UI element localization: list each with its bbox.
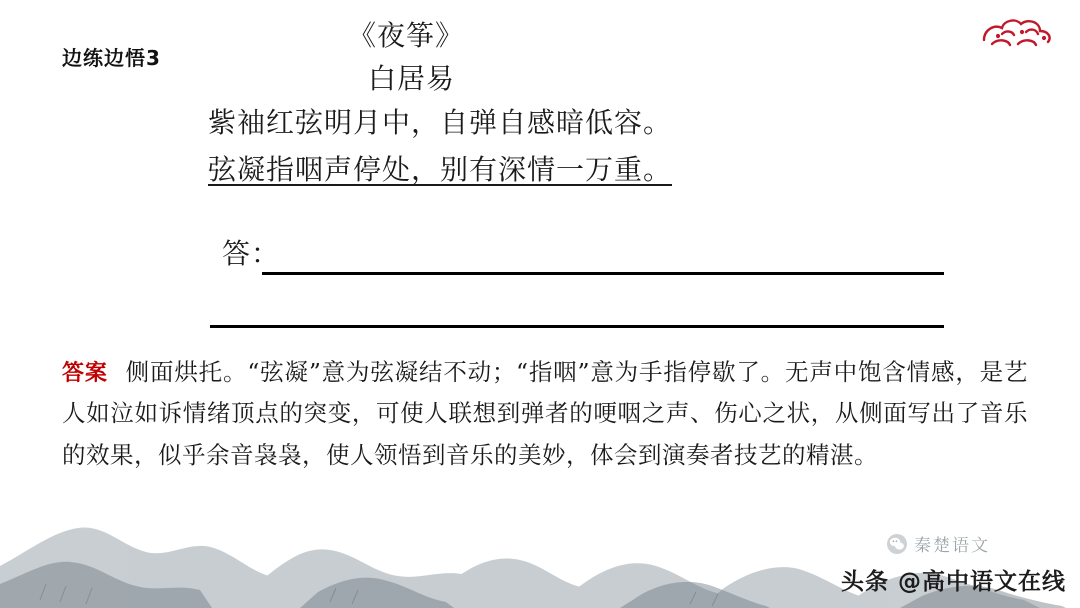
section-label: 边练边悟3 bbox=[62, 46, 161, 70]
answer-blank-line-1 bbox=[262, 272, 944, 275]
poem-line-1: 紫袖红弦明月中，自弹自感暗低容。 bbox=[208, 108, 673, 140]
answer-blank-line-2 bbox=[210, 325, 944, 328]
poem-line-2: 弦凝指咽声停处，别有深情一万重。 bbox=[208, 154, 673, 186]
wechat-icon bbox=[886, 533, 908, 555]
poem-block bbox=[208, 16, 848, 194]
answer-text: 侧面烘托。“弦凝”意为弦凝结不动；“指咽”意为手指停歇了。无声中饱含情感，是艺人如泣如诉情绪顶点的突变，可使人联想到弹者的哽咽之声、伤心之状，从侧面写出了音乐的效果，似乎余音袅袅，使人领悟到音乐的美妙，体会到演奏者技艺的精湛。 bbox=[62, 358, 1028, 469]
wechat-watermark bbox=[886, 531, 990, 556]
poem-title: 《夜筝》 bbox=[348, 21, 465, 52]
wechat-label: 秦楚语文 bbox=[914, 536, 990, 556]
answer-tag: 答案 bbox=[62, 361, 108, 386]
poem-author: 白居易 bbox=[368, 64, 456, 95]
footer-toutiao-label: 头条 @高中语文在线 bbox=[840, 569, 1066, 595]
answer-block bbox=[62, 352, 1028, 476]
cloud-ornament-icon bbox=[978, 10, 1058, 56]
answer-prompt-label: 答： bbox=[222, 239, 281, 270]
footer-attribution bbox=[841, 563, 1066, 596]
